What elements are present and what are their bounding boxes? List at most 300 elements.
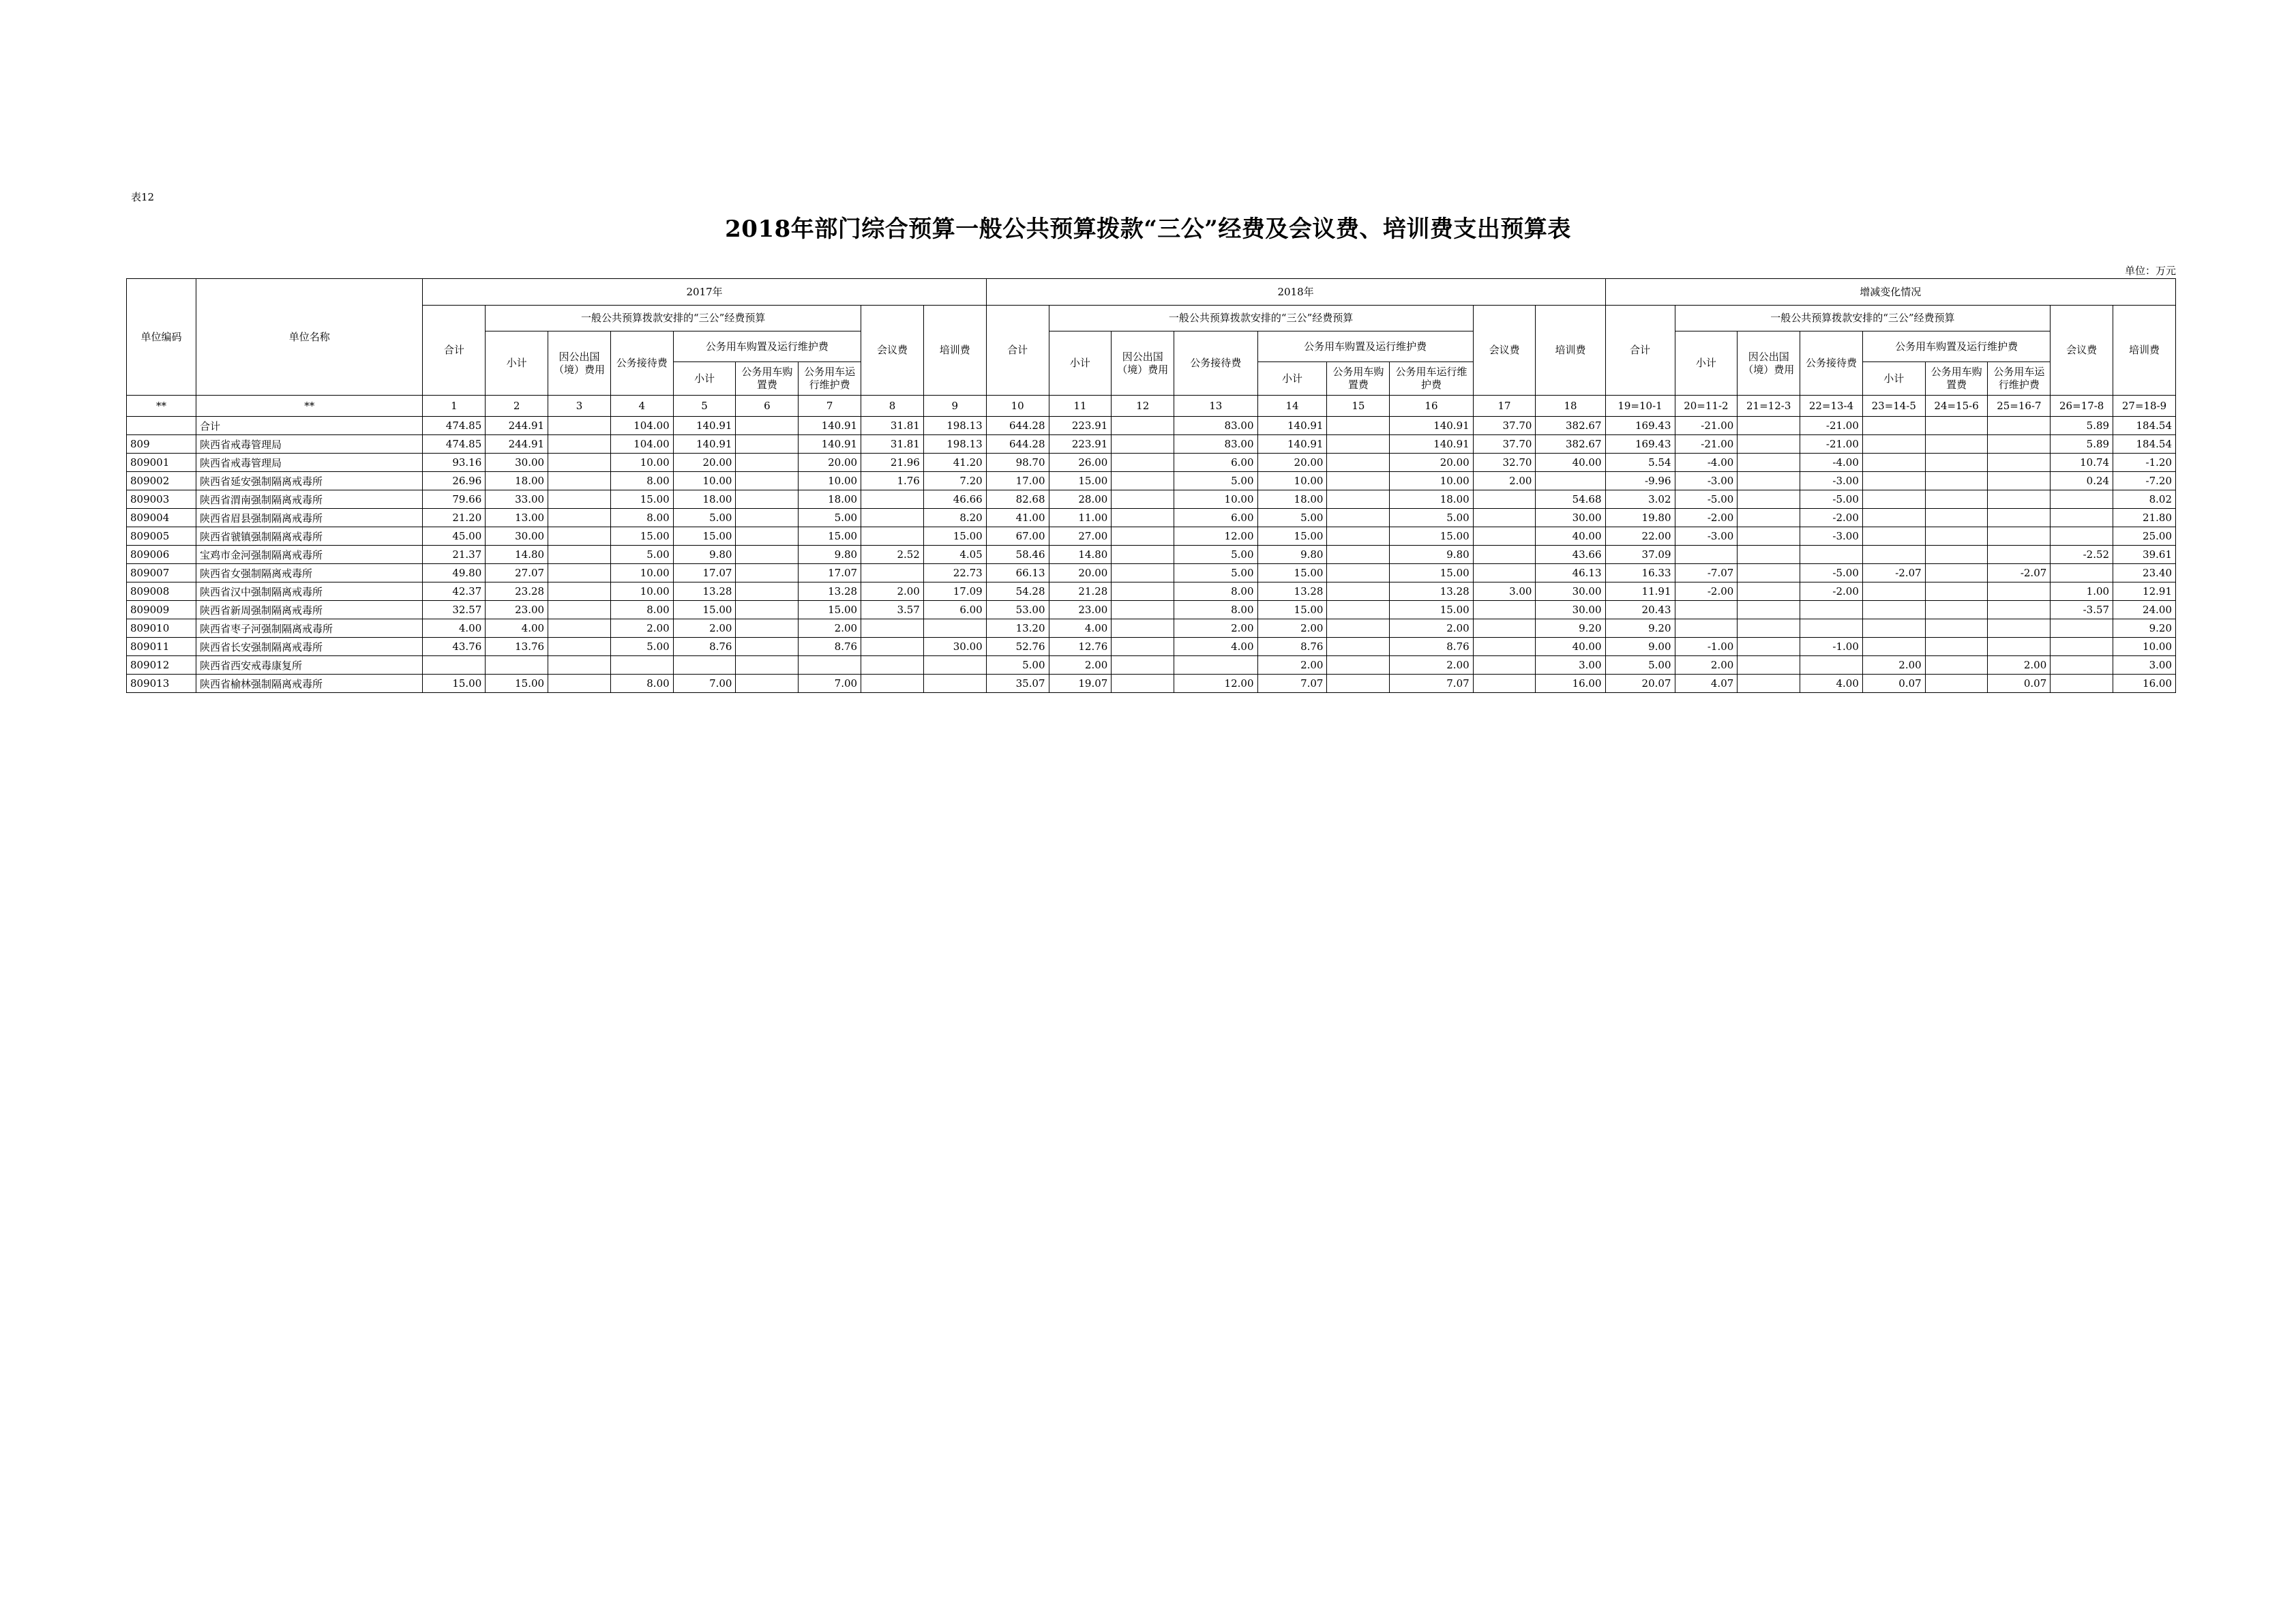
- amount-cell: [1862, 638, 1925, 656]
- amount-cell: [1738, 546, 1800, 564]
- amount-cell: 13.76: [486, 638, 548, 656]
- amount-cell: [1112, 509, 1174, 527]
- header-abroad: 因公出国（境）费用: [1738, 331, 1800, 396]
- amount-cell: [1327, 564, 1390, 582]
- amount-cell: 15.00: [1390, 564, 1473, 582]
- amount-cell: [923, 656, 986, 675]
- amount-cell: 10.00: [610, 564, 673, 582]
- column-index-cell: 8: [861, 396, 924, 417]
- unit-name-cell: 陕西省戒毒管理局: [196, 454, 423, 472]
- amount-cell: [1862, 454, 1925, 472]
- amount-cell: 35.07: [986, 675, 1049, 693]
- amount-cell: 42.37: [423, 582, 486, 601]
- amount-cell: 4.00: [1174, 638, 1257, 656]
- amount-cell: [548, 582, 611, 601]
- amount-cell: 98.70: [986, 454, 1049, 472]
- amount-cell: [1675, 546, 1738, 564]
- amount-cell: -5.00: [1675, 490, 1738, 509]
- unit-name-cell: 陕西省戒毒管理局: [196, 435, 423, 454]
- amount-cell: 15.00: [673, 527, 736, 546]
- amount-cell: 21.37: [423, 546, 486, 564]
- amount-cell: 12.00: [1174, 675, 1257, 693]
- column-index-cell: 26=17-8: [2051, 396, 2113, 417]
- amount-cell: 26.96: [423, 472, 486, 490]
- amount-cell: [1473, 490, 1536, 509]
- amount-cell: 83.00: [1174, 417, 1257, 435]
- amount-cell: 10.00: [673, 472, 736, 490]
- header-vehicle: 公务用车购置及运行维护费: [673, 331, 861, 362]
- amount-cell: 2.00: [861, 582, 924, 601]
- amount-cell: [861, 619, 924, 638]
- amount-cell: [1327, 582, 1390, 601]
- unit-name-cell: 陕西省长安强制隔离戒毒所: [196, 638, 423, 656]
- amount-cell: 40.00: [1536, 454, 1605, 472]
- amount-cell: 20.07: [1605, 675, 1675, 693]
- amount-cell: -21.00: [1675, 435, 1738, 454]
- header-vehicle-subtotal: 小计: [673, 362, 736, 396]
- header-vehicle-operate: 公务用车运行维护费: [799, 362, 861, 396]
- table-row: [127, 564, 2176, 582]
- amount-cell: 5.00: [1605, 656, 1675, 675]
- amount-cell: [1473, 527, 1536, 546]
- amount-cell: [1112, 601, 1174, 619]
- amount-cell: 223.91: [1049, 435, 1112, 454]
- amount-cell: 20.00: [1049, 564, 1112, 582]
- amount-cell: 17.07: [799, 564, 861, 582]
- amount-cell: 9.20: [2113, 619, 2176, 638]
- header-name: 单位名称: [196, 279, 423, 396]
- amount-cell: [736, 582, 799, 601]
- amount-cell: [1925, 638, 1988, 656]
- amount-cell: 2.00: [1988, 656, 2051, 675]
- amount-cell: -21.00: [1675, 417, 1738, 435]
- amount-cell: 22.73: [923, 564, 986, 582]
- amount-cell: -1.00: [1800, 638, 1863, 656]
- amount-cell: [1112, 619, 1174, 638]
- amount-cell: 2.00: [1257, 619, 1327, 638]
- amount-cell: 184.54: [2113, 417, 2176, 435]
- amount-cell: [1862, 472, 1925, 490]
- amount-cell: [1174, 656, 1257, 675]
- amount-cell: [2051, 656, 2113, 675]
- amount-cell: [1738, 638, 1800, 656]
- amount-cell: 198.13: [923, 435, 986, 454]
- amount-cell: 7.20: [923, 472, 986, 490]
- unit-name-cell: 陕西省眉县强制隔离戒毒所: [196, 509, 423, 527]
- amount-cell: 15.00: [1390, 527, 1473, 546]
- table-row: [127, 619, 2176, 638]
- header-subtotal: 小计: [1675, 331, 1738, 396]
- amount-cell: [1738, 564, 1800, 582]
- amount-cell: 3.00: [1536, 656, 1605, 675]
- amount-cell: [2051, 490, 2113, 509]
- table-row: [127, 638, 2176, 656]
- amount-cell: 18.00: [673, 490, 736, 509]
- amount-cell: 2.00: [1390, 619, 1473, 638]
- amount-cell: 6.00: [1174, 509, 1257, 527]
- header-reception: 公务接待费: [1174, 331, 1257, 396]
- amount-cell: [1327, 675, 1390, 693]
- amount-cell: 20.00: [1257, 454, 1327, 472]
- amount-cell: 8.76: [799, 638, 861, 656]
- amount-cell: 46.66: [923, 490, 986, 509]
- amount-cell: [861, 638, 924, 656]
- amount-cell: 7.00: [799, 675, 861, 693]
- amount-cell: [548, 638, 611, 656]
- column-index-cell: 19=10-1: [1605, 396, 1675, 417]
- amount-cell: [1112, 435, 1174, 454]
- column-index-cell: 20=11-2: [1675, 396, 1738, 417]
- unit-code-cell: 809004: [127, 509, 196, 527]
- header-subtotal: 小计: [1049, 331, 1112, 396]
- amount-cell: 1.76: [861, 472, 924, 490]
- table-row: [127, 601, 2176, 619]
- table-number: 表12: [131, 191, 155, 203]
- amount-cell: 140.91: [1390, 417, 1473, 435]
- amount-cell: 2.00: [1174, 619, 1257, 638]
- amount-cell: 21.80: [2113, 509, 2176, 527]
- amount-cell: 4.05: [923, 546, 986, 564]
- amount-cell: [923, 675, 986, 693]
- amount-cell: 15.00: [799, 601, 861, 619]
- amount-cell: -2.00: [1675, 582, 1738, 601]
- amount-cell: [1327, 527, 1390, 546]
- amount-cell: -3.00: [1800, 472, 1863, 490]
- amount-cell: 58.46: [986, 546, 1049, 564]
- amount-cell: 8.76: [673, 638, 736, 656]
- table-row: [127, 546, 2176, 564]
- amount-cell: 5.00: [799, 509, 861, 527]
- column-index-cell: 1: [423, 396, 486, 417]
- amount-cell: [736, 619, 799, 638]
- amount-cell: 5.00: [1257, 509, 1327, 527]
- unit-name-cell: 陕西省女强制隔离戒毒所: [196, 564, 423, 582]
- table-row: [127, 454, 2176, 472]
- amount-cell: 22.00: [1605, 527, 1675, 546]
- amount-cell: 30.00: [486, 454, 548, 472]
- amount-cell: [1112, 490, 1174, 509]
- column-index-cell: 7: [799, 396, 861, 417]
- amount-cell: 184.54: [2113, 435, 2176, 454]
- header-year-2018: 2018年: [986, 279, 1605, 306]
- amount-cell: [1738, 454, 1800, 472]
- amount-cell: 27.07: [486, 564, 548, 582]
- amount-cell: -2.52: [2051, 546, 2113, 564]
- amount-cell: 140.91: [1257, 435, 1327, 454]
- amount-cell: [1738, 472, 1800, 490]
- amount-cell: 644.28: [986, 417, 1049, 435]
- amount-cell: 23.28: [486, 582, 548, 601]
- amount-cell: 33.00: [486, 490, 548, 509]
- amount-cell: 18.00: [799, 490, 861, 509]
- column-index-cell: 16: [1390, 396, 1473, 417]
- amount-cell: [736, 472, 799, 490]
- amount-cell: 17.00: [986, 472, 1049, 490]
- amount-cell: 21.28: [1049, 582, 1112, 601]
- amount-cell: 5.00: [610, 546, 673, 564]
- amount-cell: [736, 490, 799, 509]
- amount-cell: 14.80: [1049, 546, 1112, 564]
- amount-cell: [1473, 601, 1536, 619]
- amount-cell: [1327, 546, 1390, 564]
- amount-cell: [1473, 546, 1536, 564]
- header-subtotal: 小计: [486, 331, 548, 396]
- header-vehicle-subtotal: 小计: [1862, 362, 1925, 396]
- column-index-cell: 21=12-3: [1738, 396, 1800, 417]
- amount-cell: 7.07: [1257, 675, 1327, 693]
- amount-cell: -2.07: [1988, 564, 2051, 582]
- amount-cell: 13.28: [1257, 582, 1327, 601]
- amount-cell: [1473, 675, 1536, 693]
- amount-cell: 2.00: [799, 619, 861, 638]
- amount-cell: -4.00: [1675, 454, 1738, 472]
- amount-cell: 8.00: [610, 472, 673, 490]
- amount-cell: 5.89: [2051, 417, 2113, 435]
- amount-cell: 30.00: [1536, 601, 1605, 619]
- amount-cell: [1925, 675, 1988, 693]
- column-index-cell: 11: [1049, 396, 1112, 417]
- amount-cell: [1738, 509, 1800, 527]
- amount-cell: [861, 509, 924, 527]
- page-title: 2018年部门综合预算一般公共预算拨款“三公”经费及会议费、培训费支出预算表: [725, 216, 1571, 243]
- amount-cell: [1925, 435, 1988, 454]
- amount-cell: [1473, 564, 1536, 582]
- amount-cell: [1988, 546, 2051, 564]
- amount-cell: [1738, 675, 1800, 693]
- amount-cell: 169.43: [1605, 435, 1675, 454]
- amount-cell: 5.00: [673, 509, 736, 527]
- table-row: [127, 509, 2176, 527]
- amount-cell: 16.00: [1536, 675, 1605, 693]
- amount-cell: [1862, 527, 1925, 546]
- amount-cell: 16.33: [1605, 564, 1675, 582]
- amount-cell: [1925, 601, 1988, 619]
- amount-cell: 18.00: [1257, 490, 1327, 509]
- amount-cell: 0.24: [2051, 472, 2113, 490]
- unit-code-cell: 809002: [127, 472, 196, 490]
- amount-cell: 0.07: [1862, 675, 1925, 693]
- amount-cell: -1.20: [2113, 454, 2176, 472]
- amount-cell: 2.00: [610, 619, 673, 638]
- amount-cell: 52.76: [986, 638, 1049, 656]
- amount-cell: [1800, 619, 1863, 638]
- amount-cell: -2.07: [1862, 564, 1925, 582]
- header-training: 培训费: [1536, 306, 1605, 396]
- header-total: 合计: [1605, 306, 1675, 396]
- amount-cell: [736, 509, 799, 527]
- amount-cell: [1988, 619, 2051, 638]
- amount-cell: [1988, 509, 2051, 527]
- amount-cell: 20.00: [1390, 454, 1473, 472]
- amount-cell: 6.00: [1174, 454, 1257, 472]
- amount-cell: 20.00: [673, 454, 736, 472]
- amount-cell: [1800, 546, 1863, 564]
- header-vehicle-purchase: 公务用车购置费: [1327, 362, 1390, 396]
- amount-cell: 8.02: [2113, 490, 2176, 509]
- amount-cell: [548, 435, 611, 454]
- amount-cell: [1988, 601, 2051, 619]
- amount-cell: [1988, 638, 2051, 656]
- header-vehicle: 公务用车购置及运行维护费: [1862, 331, 2050, 362]
- amount-cell: -2.00: [1800, 582, 1863, 601]
- amount-cell: [1112, 527, 1174, 546]
- unit-code-cell: 809010: [127, 619, 196, 638]
- amount-cell: 10.00: [799, 472, 861, 490]
- amount-cell: [1536, 472, 1605, 490]
- amount-cell: 8.00: [610, 675, 673, 693]
- amount-cell: [1925, 509, 1988, 527]
- amount-cell: [736, 527, 799, 546]
- amount-cell: 244.91: [486, 417, 548, 435]
- amount-cell: [610, 656, 673, 675]
- amount-cell: [1862, 509, 1925, 527]
- column-index-cell: 27=18-9: [2113, 396, 2176, 417]
- amount-cell: 1.00: [2051, 582, 2113, 601]
- amount-cell: 15.00: [923, 527, 986, 546]
- amount-cell: 13.28: [1390, 582, 1473, 601]
- amount-cell: 10.00: [610, 582, 673, 601]
- unit-code-cell: 809: [127, 435, 196, 454]
- amount-cell: 8.76: [1390, 638, 1473, 656]
- amount-cell: [1800, 601, 1863, 619]
- amount-cell: 5.00: [1174, 546, 1257, 564]
- amount-cell: [736, 564, 799, 582]
- amount-cell: [736, 675, 799, 693]
- header-vehicle-purchase: 公务用车购置费: [1925, 362, 1988, 396]
- amount-cell: [1800, 656, 1863, 675]
- amount-cell: 7.00: [673, 675, 736, 693]
- amount-cell: 5.00: [1390, 509, 1473, 527]
- column-index-cell: 14: [1257, 396, 1327, 417]
- header-meeting: 会议费: [861, 306, 924, 396]
- amount-cell: [1327, 435, 1390, 454]
- amount-cell: [1988, 490, 2051, 509]
- amount-cell: [2051, 564, 2113, 582]
- amount-cell: 37.70: [1473, 417, 1536, 435]
- amount-cell: [923, 619, 986, 638]
- amount-cell: [548, 675, 611, 693]
- amount-cell: 3.00: [1473, 582, 1536, 601]
- amount-cell: 15.00: [1257, 527, 1327, 546]
- amount-cell: 20.00: [799, 454, 861, 472]
- amount-cell: 67.00: [986, 527, 1049, 546]
- amount-cell: 10.74: [2051, 454, 2113, 472]
- amount-cell: [548, 564, 611, 582]
- amount-cell: [861, 564, 924, 582]
- amount-cell: 8.00: [1174, 582, 1257, 601]
- header-vehicle-purchase: 公务用车购置费: [736, 362, 799, 396]
- column-index-cell: 18: [1536, 396, 1605, 417]
- amount-cell: -1.00: [1675, 638, 1738, 656]
- amount-cell: 644.28: [986, 435, 1049, 454]
- amount-cell: [861, 675, 924, 693]
- amount-cell: 9.80: [1390, 546, 1473, 564]
- table-row: [127, 417, 2176, 435]
- amount-cell: 15.00: [1049, 472, 1112, 490]
- header-sangong: 一般公共预算拨款安排的“三公”经费预算: [1675, 306, 2051, 331]
- amount-cell: [861, 527, 924, 546]
- amount-cell: [1112, 675, 1174, 693]
- amount-cell: 23.40: [2113, 564, 2176, 582]
- header-vehicle-subtotal: 小计: [1257, 362, 1327, 396]
- amount-cell: 83.00: [1174, 435, 1257, 454]
- header-vehicle: 公务用车购置及运行维护费: [1257, 331, 1473, 362]
- amount-cell: [548, 601, 611, 619]
- amount-cell: -21.00: [1800, 417, 1863, 435]
- amount-cell: 30.00: [486, 527, 548, 546]
- amount-cell: [1675, 601, 1738, 619]
- column-index-cell: **: [127, 396, 196, 417]
- amount-cell: [1327, 417, 1390, 435]
- header-change: 增减变化情况: [1605, 279, 2175, 306]
- amount-cell: [1925, 546, 1988, 564]
- amount-cell: [1112, 638, 1174, 656]
- amount-cell: 14.80: [486, 546, 548, 564]
- amount-cell: [736, 435, 799, 454]
- amount-cell: [1112, 656, 1174, 675]
- amount-cell: 30.00: [1536, 582, 1605, 601]
- amount-cell: [1738, 435, 1800, 454]
- amount-cell: 15.00: [1257, 564, 1327, 582]
- table-body: [127, 417, 2176, 693]
- amount-cell: [548, 454, 611, 472]
- amount-cell: [1327, 601, 1390, 619]
- amount-cell: [736, 417, 799, 435]
- amount-cell: [548, 546, 611, 564]
- amount-cell: 104.00: [610, 417, 673, 435]
- amount-cell: 140.91: [1257, 417, 1327, 435]
- amount-cell: [1675, 619, 1738, 638]
- header-reception: 公务接待费: [1800, 331, 1863, 396]
- amount-cell: 26.00: [1049, 454, 1112, 472]
- amount-cell: 10.00: [2113, 638, 2176, 656]
- amount-cell: -5.00: [1800, 490, 1863, 509]
- amount-cell: 31.81: [861, 435, 924, 454]
- amount-cell: 15.00: [1257, 601, 1327, 619]
- amount-cell: [1988, 454, 2051, 472]
- unit-code-cell: 809003: [127, 490, 196, 509]
- table-row: [127, 472, 2176, 490]
- amount-cell: 15.00: [1390, 601, 1473, 619]
- amount-cell: 19.07: [1049, 675, 1112, 693]
- amount-cell: [1862, 582, 1925, 601]
- amount-cell: 21.96: [861, 454, 924, 472]
- amount-cell: -4.00: [1800, 454, 1863, 472]
- amount-cell: 54.28: [986, 582, 1049, 601]
- amount-cell: [1925, 619, 1988, 638]
- amount-cell: 169.43: [1605, 417, 1675, 435]
- amount-cell: [1327, 454, 1390, 472]
- amount-cell: [1112, 417, 1174, 435]
- amount-cell: 104.00: [610, 435, 673, 454]
- table-row: [127, 527, 2176, 546]
- table-row: [127, 582, 2176, 601]
- amount-cell: [799, 656, 861, 675]
- amount-cell: 17.07: [673, 564, 736, 582]
- amount-cell: 5.89: [2051, 435, 2113, 454]
- amount-cell: 5.00: [986, 656, 1049, 675]
- amount-cell: [1862, 601, 1925, 619]
- amount-cell: [736, 638, 799, 656]
- header-training: 培训费: [923, 306, 986, 396]
- amount-cell: 2.00: [1390, 656, 1473, 675]
- amount-cell: 10.00: [610, 454, 673, 472]
- amount-cell: [548, 490, 611, 509]
- amount-cell: 16.00: [2113, 675, 2176, 693]
- amount-cell: [548, 509, 611, 527]
- amount-cell: [1925, 564, 1988, 582]
- unit-name-cell: 陕西省延安强制隔离戒毒所: [196, 472, 423, 490]
